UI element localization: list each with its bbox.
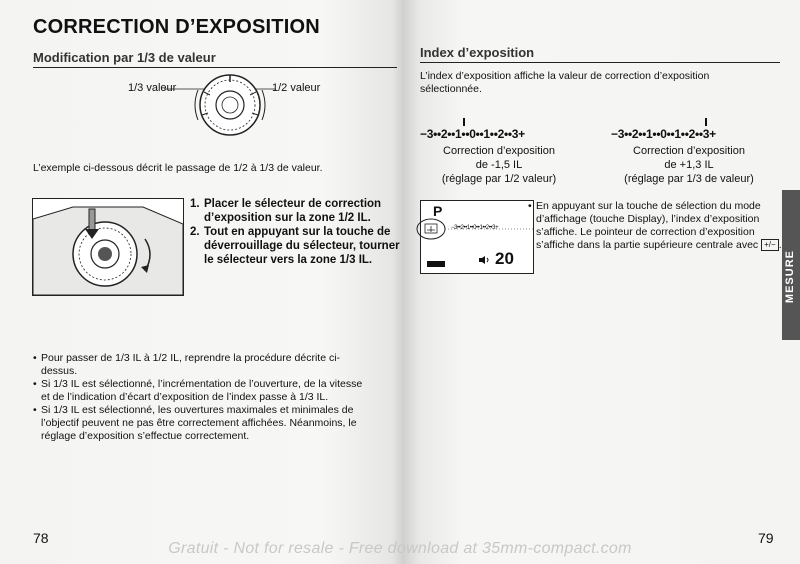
camera-top-icon	[33, 199, 183, 295]
page-title: CORRECTION D’EXPOSITION	[33, 16, 320, 38]
lcd-mode: P	[433, 203, 443, 219]
pointer-line-right	[256, 84, 276, 94]
watermark-footer: Gratuit - Not for resale - Free download at 35mm-compact.com	[168, 540, 632, 557]
display-note-text: En appuyant sur la touche de sélection du mode d’affichage (touche Display), l’index d’exposition s’affiche. Le pointeur de correction d’exposition s’affiche dans la partie supérieure centrale avec	[536, 200, 761, 251]
exposure-dial-icon	[190, 70, 270, 140]
scale-caption	[424, 144, 574, 186]
step-number: 2.	[190, 226, 200, 238]
pointer-marker-icon	[704, 118, 708, 126]
step-item	[190, 225, 400, 267]
sound-icon	[477, 255, 491, 265]
intro-text: L’index d’exposition affiche la valeur de correction d’exposition sélectionnée.	[420, 70, 710, 95]
camera-illustration	[32, 198, 184, 296]
pointer-line-left	[164, 84, 204, 94]
display-note: • En appuyant sur la touche de sélection du mode d’affichage (touche Display), l’index d’exposition s’affiche. Le pointeur de correction d’exposition s’affiche dans la partie supérieure centrale avec +/− .	[528, 200, 782, 251]
lcd-scale: −3••2••1••0••1••2••3+	[451, 225, 499, 231]
steps-list	[190, 197, 400, 267]
note-item: • Si 1/3 IL est sélectionné, les ouvertures maximales et minimales de l’objectif peuvent ne pas être correctement affichées. Néanmoins, le réglage d’exposition s’effectue correctement.	[33, 404, 373, 443]
battery-icon	[427, 261, 445, 267]
caption-line: (réglage par 1/3 de valeur)	[624, 173, 754, 185]
caption-line: Correction d’exposition	[633, 145, 745, 157]
section-heading-left: Modification par 1/3 de valeur	[33, 50, 397, 68]
note-item: • Si 1/3 IL est sélectionné, l’incrémentation de l’ouverture, de la vitesse et de l’indication d’écart d’exposition de l’index passe à 1/3 IL.	[33, 378, 373, 404]
page-number-left: 78	[33, 530, 49, 546]
page-number-right: 79	[758, 530, 774, 546]
caption-line: (réglage par 1/2 valeur)	[441, 173, 557, 185]
step-number: 1.	[190, 198, 200, 210]
dial-diagram	[128, 70, 328, 150]
step-item	[190, 197, 400, 225]
exposure-correction-icon: +/−	[761, 239, 779, 251]
caption-line: de -1,5 IL	[475, 159, 523, 171]
caption-line: de +1,3 IL	[664, 159, 714, 171]
side-tab-label: MESURE	[784, 250, 796, 304]
section-heading-right: Index d’exposition	[420, 45, 780, 63]
example-text: L’exemple ci-dessous décrit le passage de 1/2 à 1/3 de valeur.	[33, 162, 323, 174]
side-tab	[782, 190, 800, 340]
dial-label-half: 1/2 valeur	[272, 82, 321, 94]
frame-counter: 20	[495, 249, 514, 268]
step-text: Placer le sélecteur de correction d’exposition sur la zone 1/2 IL.	[204, 198, 382, 224]
lcd-illustration	[420, 200, 534, 274]
notes-list	[33, 352, 373, 443]
pointer-marker-icon	[462, 118, 466, 126]
note-item: • Pour passer de 1/3 IL à 1/2 IL, reprendre la procédure décrite ci-dessus.	[33, 352, 373, 378]
dial-label-third: 1/3 valeur	[128, 82, 177, 94]
exposure-scale: −3••2••1••0••1••2••3+	[611, 127, 716, 141]
exposure-scale: −3••2••1••0••1••2••3+	[420, 127, 525, 141]
step-text: Tout en appuyant sur la touche de déverrouillage du sélecteur, tourner le sélecteur vers la zone 1/3 IL.	[204, 226, 400, 266]
right-page	[404, 0, 800, 564]
scale-caption	[604, 144, 774, 186]
caption-line: Correction d’exposition	[443, 145, 555, 157]
